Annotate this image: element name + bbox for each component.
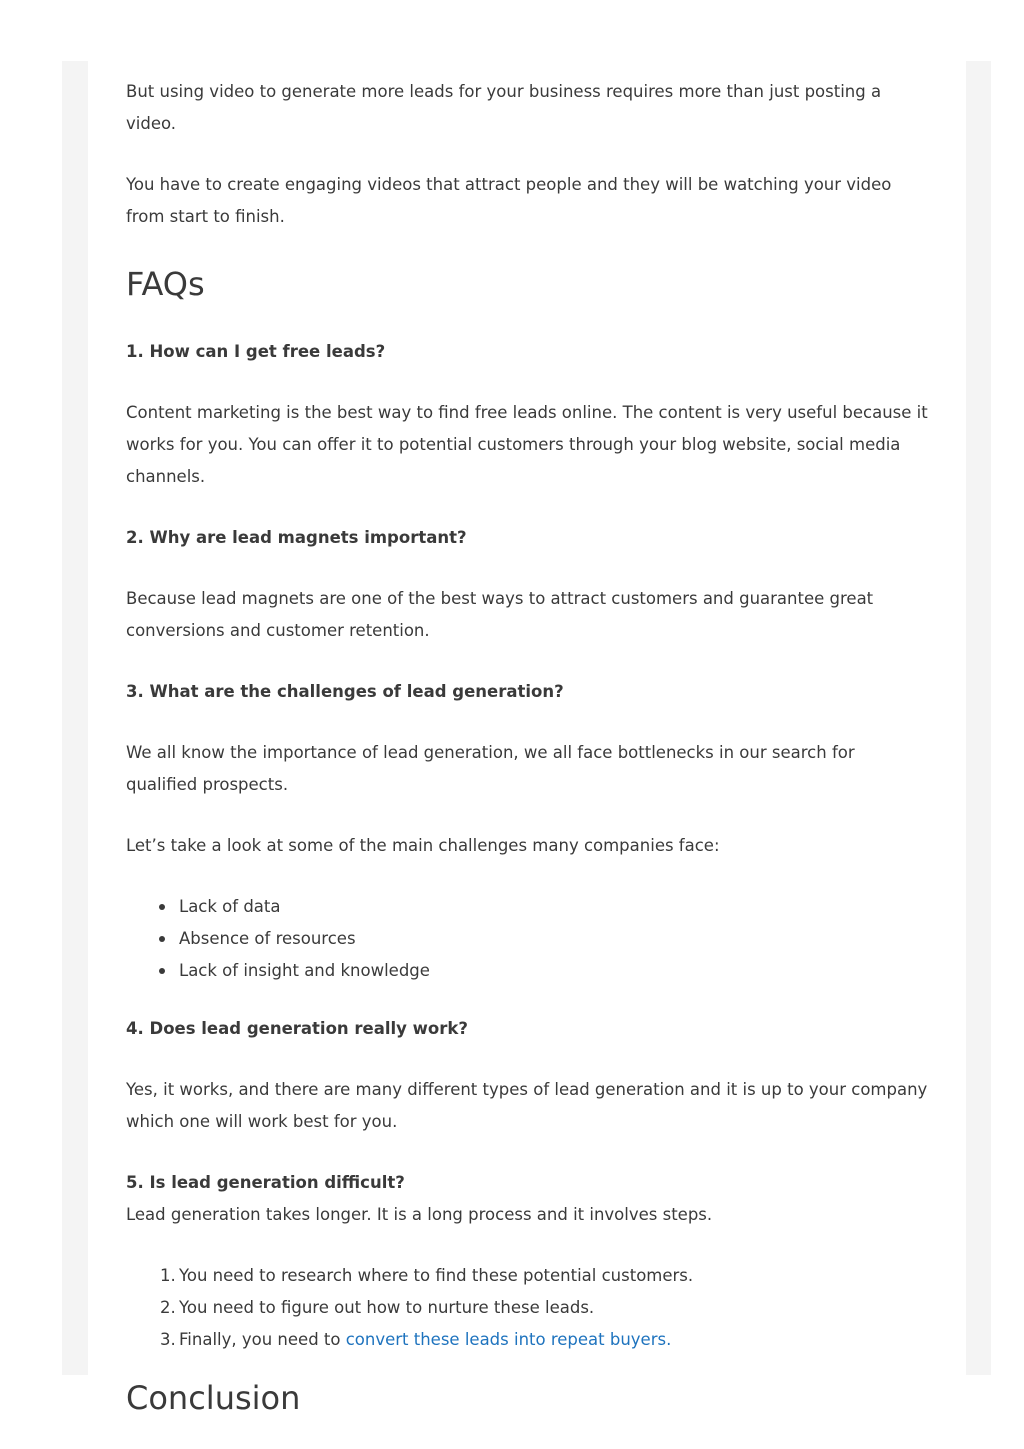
list-item — [160, 1324, 931, 1356]
conclusion-heading: Conclusion — [126, 1379, 301, 1417]
right-gutter — [966, 61, 991, 1375]
faq-answer-1: Content marketing is the best way to find free leads online. The content is very useful because it works for you. You can offer it to potential customers through your blog website, social media channels. — [126, 403, 928, 486]
step-number: 1. — [160, 1266, 176, 1285]
faq-3-lead-in: Let’s take a look at some of the main challenges many companies face: — [126, 836, 720, 855]
step-text: Finally, you need to — [179, 1330, 346, 1349]
faq-answer-4: Yes, it works, and there are many different types of lead generation and it is up to your company which one will work best for you. — [126, 1080, 928, 1131]
faq-question-2: 2. Why are lead magnets important? — [126, 528, 467, 547]
step-text: You need to figure out how to nurture these leads. — [179, 1298, 595, 1317]
faq-question-4: 4. Does lead generation really work? — [126, 1019, 468, 1038]
step-text: You need to research where to find these potential customers. — [179, 1266, 694, 1285]
list-item — [160, 1292, 931, 1324]
left-gutter — [62, 61, 88, 1375]
repeat-buyers-link[interactable]: convert these leads into repeat buyers. — [345, 1330, 672, 1349]
steps-list — [126, 1260, 931, 1356]
article-content — [126, 76, 931, 1420]
faq-answer-3: We all know the importance of lead generation, we all face bottlenecks in our search for qualified prospects. — [126, 743, 855, 794]
intro-paragraph-1: But using video to generate more leads for your business requires more than just posting a video. — [126, 82, 882, 133]
step-number: 2. — [160, 1298, 176, 1317]
list-item: Absence of resources — [179, 923, 931, 955]
faq-question-1: 1. How can I get free leads? — [126, 342, 386, 361]
list-item: Lack of data — [179, 891, 931, 923]
list-item: Lack of insight and knowledge — [179, 955, 931, 987]
list-item — [160, 1260, 931, 1292]
intro-paragraph-2: You have to create engaging videos that attract people and they will be watching your video from start to finish. — [126, 175, 892, 226]
faqs-heading: FAQs — [126, 265, 205, 303]
faq-question-5: 5. Is lead generation difficult? — [126, 1173, 405, 1192]
faq-question-3: 3. What are the challenges of lead generation? — [126, 682, 564, 701]
faq-answer-2: Because lead magnets are one of the best ways to attract customers and guarantee great conversions and customer retention. — [126, 589, 874, 640]
faq-answer-5: Lead generation takes longer. It is a long process and it involves steps. — [126, 1205, 713, 1224]
step-number: 3. — [160, 1330, 176, 1349]
challenges-list — [126, 891, 931, 987]
